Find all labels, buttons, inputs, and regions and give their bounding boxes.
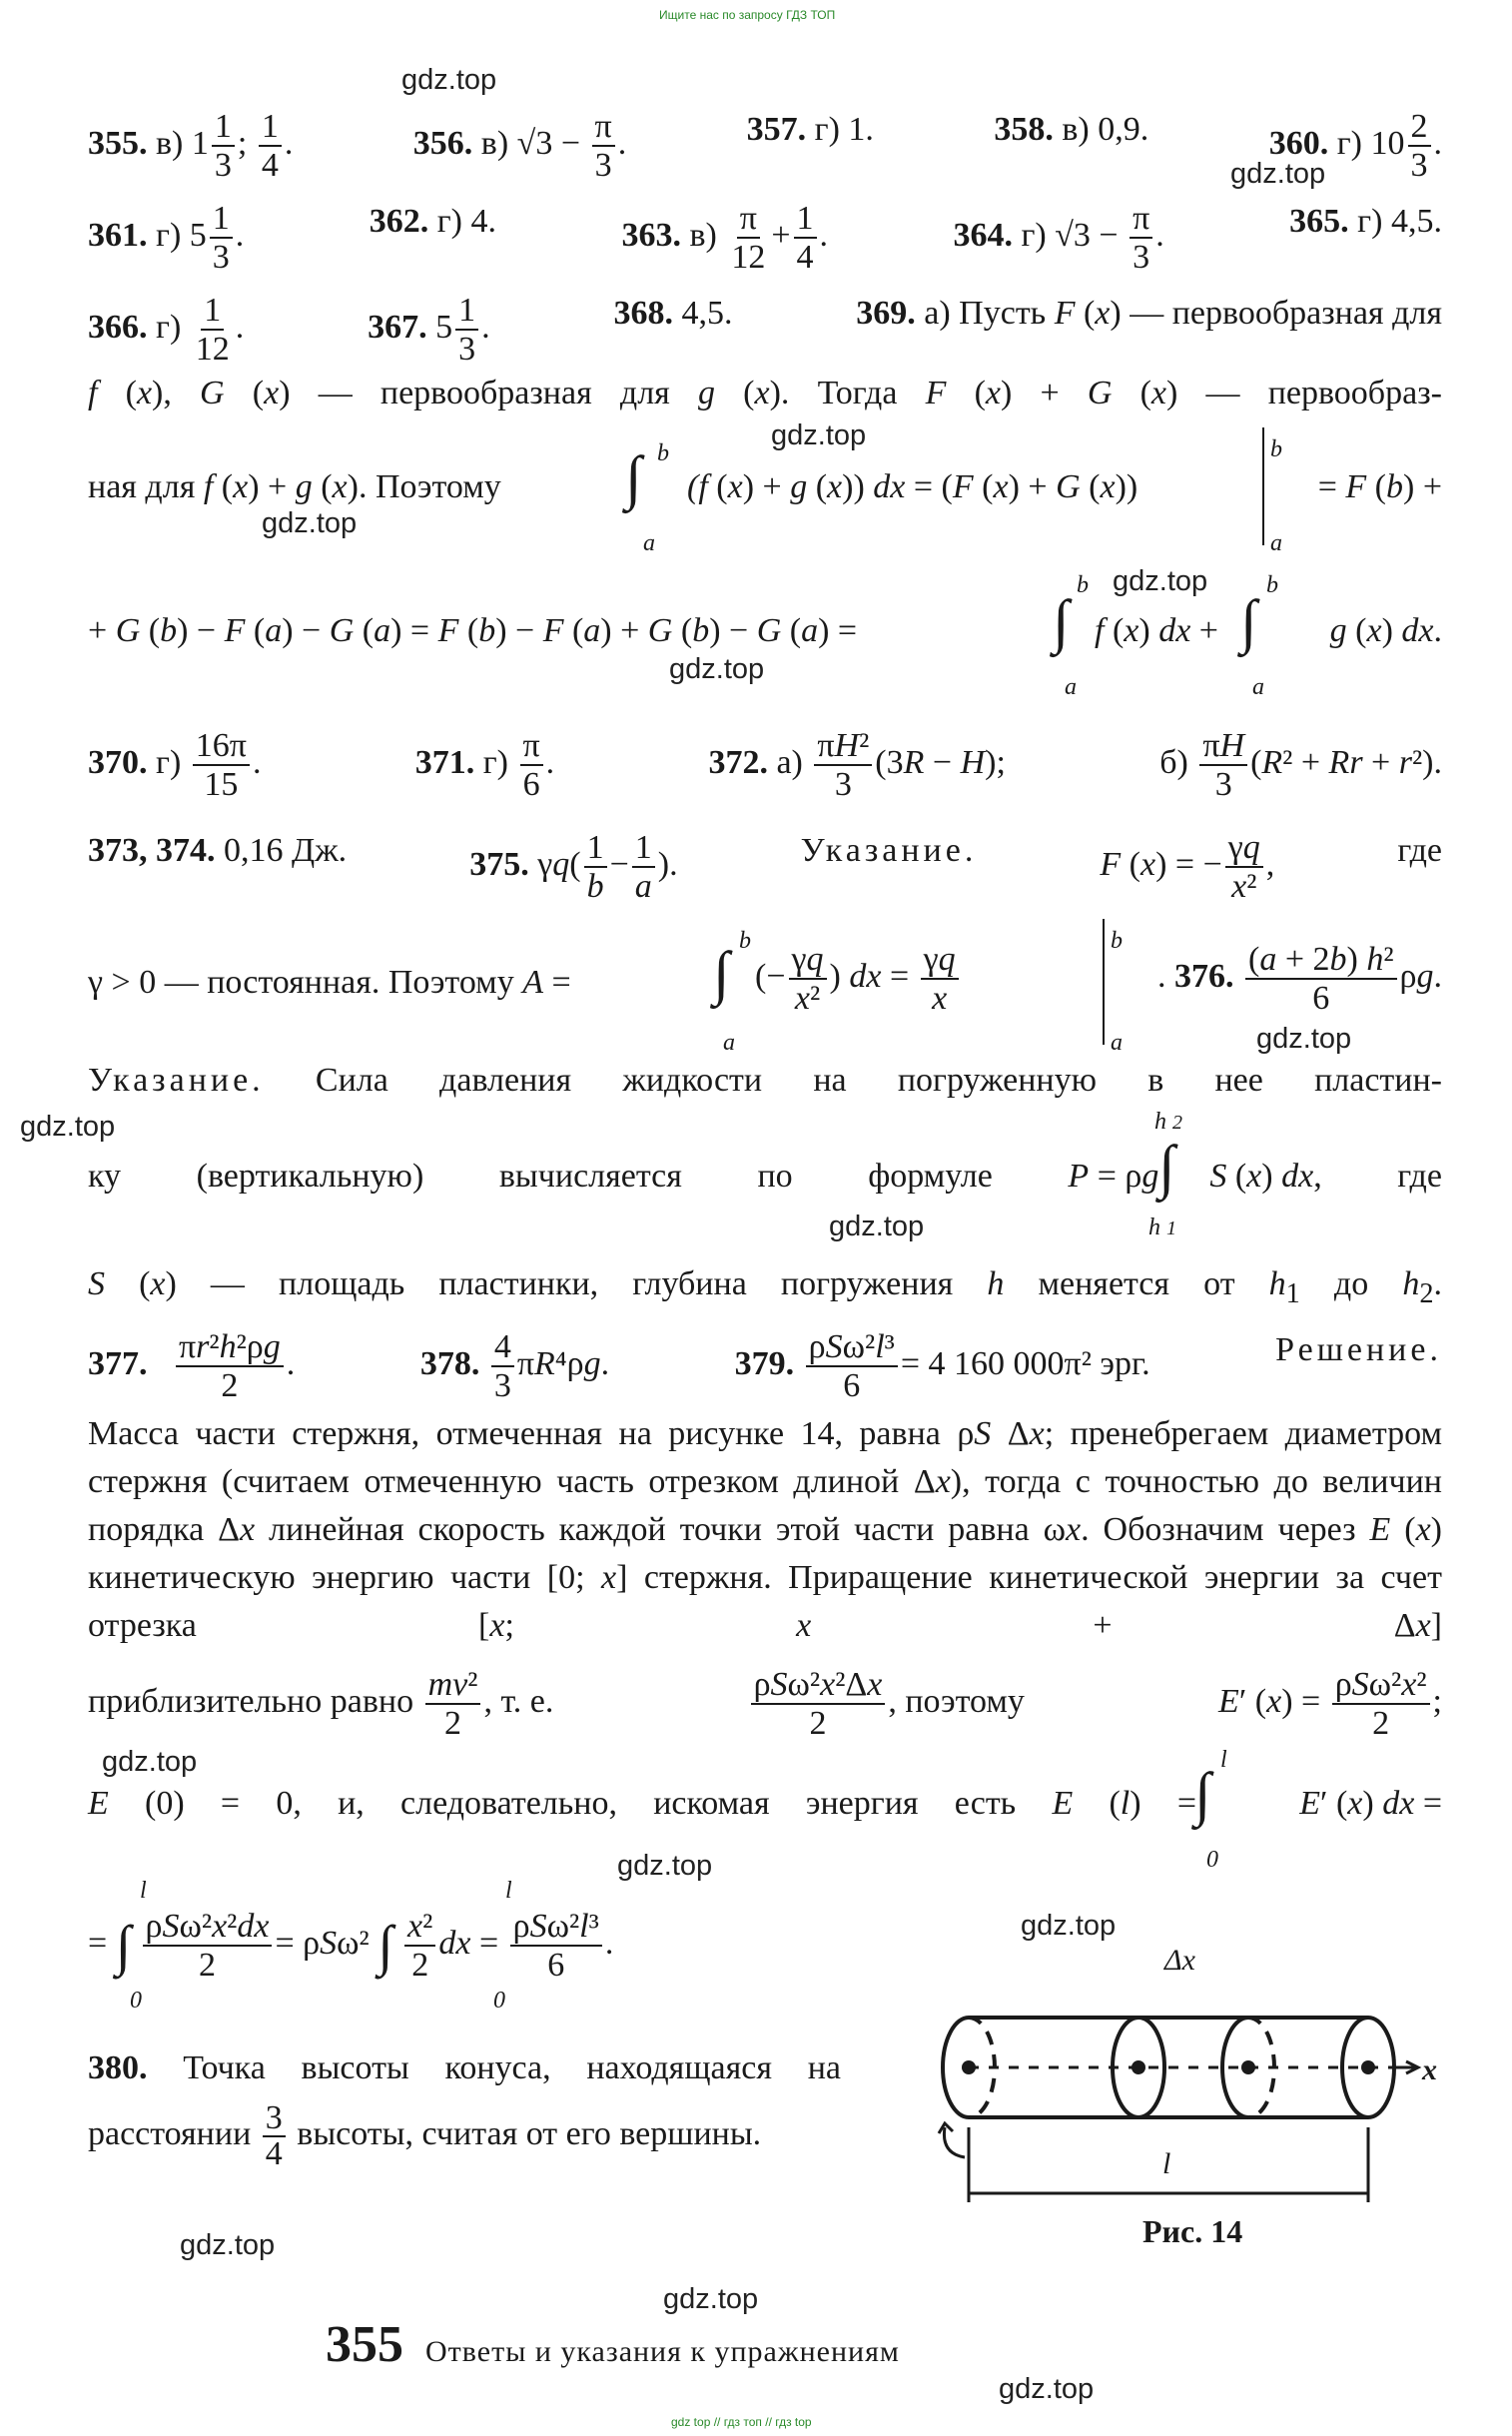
watermark: gdz.top	[262, 507, 358, 539]
watermark: gdz.top	[20, 1111, 116, 1143]
watermark: gdz.top	[1256, 1023, 1352, 1055]
answer-line-8: 373, 374. 0,16 Дж. 375. γq( $\frac{1}{b}$ − $\frac{1}{a}$ ). Указание. F (x) = − $\frac{\gamma q}{\text{x²}}$ , где	[88, 829, 1442, 906]
answer-line-3: 366. г) $\frac{1}{12}$ . 367. 5 $\frac{1}{3}$ . 368. 4,5. 369. а) Пусть F (x) — первообразная для	[88, 292, 1442, 369]
label-delta-x: Δx	[1164, 1944, 1195, 1977]
watermark: gdz.top	[663, 2283, 759, 2315]
answer-line-16: E (0) = 0, и, следовательно, искомая энергия есть E (l) = ∫ l 0 E′ (x) dx =	[88, 1747, 1442, 1873]
answer-line-1: 355. в) 1 $\frac{1}{3}$ ; $\frac{1}{4}$ . 356. в) √3 − $\frac{\pi}{3}$ . 357. г) 1. 358. в) 0,9. 360. г) 10 $\frac{2}{3}$ .	[88, 108, 1442, 185]
answer-line-7: 370. г) $\frac{16\pi}{15}$ . 371. г) $\frac{\pi}{6}$ . 372. а) $\frac{\text{πH²}}{3}$ (3R − H); б) $\frac{\pi H}{3}$ (R² + Rr + r²).	[88, 727, 1442, 804]
watermark: gdz.top	[999, 2373, 1095, 2405]
answer-line-10: Указание. Сила давления жидкости на погруженную в нее пластин-	[88, 1062, 1442, 1099]
solution-paragraph: Масса части стержня, отмеченная на рисунке 14, равна ρS Δx; пренебрегаем диаметром стержня (считаем отмеченную часть отрезком длиной Δx), тогда с точностью до величин порядка Δx линейная скорость каждой точки этой части равна ωx. Обозначим через E (x) кинетическую энергию части [0; x] стержня. Приращение кинетической энергии за счет отрезка [x; x + Δx]	[88, 1415, 1443, 1644]
answer-line-4: f (x), G (x) — первообразная для g (x). Тогда F (x) + G (x) — первообраз-	[88, 375, 1442, 411]
watermark: gdz.top	[669, 653, 765, 685]
page-footer	[326, 2315, 900, 2374]
watermark: gdz.top	[401, 64, 497, 96]
page-number: 355	[326, 2316, 403, 2373]
answer-line-5: ная для f (x) + g (x). Поэтому ∫ b a (f (x) + g (x)) dx = (F (x) + G (x)) b a = F (b) +	[88, 465, 1442, 509]
answer-line-9: γ > 0 — постоянная. Поэтому A = ∫ b a (− $\frac{\gamma q}{\text{x²}}$ ) dx = $\frac{\gamma q}{x}$ b a . 376. $\frac{\text{(a + 2b) h²}}{6}$ ρg.	[88, 961, 1442, 1005]
answer-line-6: + G (b) − F (a) − G (a) = F (b) − F (a) + G (b) − G (a) = ∫ b a f (x) dx + ∫ b a g (x) dx.	[88, 572, 1442, 700]
answer-line-17: = ∫ $\frac{\text{ρSω²x²dx}}{2}$ = ρSω² ∫ $\frac{\text{x²}}{2}$ dx = $\frac{\text{ρSω²l³}}{6}$ .	[88, 1908, 614, 1985]
answer-line-11: ку (вертикальную) вычисляется по формуле P = ρg S (x) dx, где	[88, 1158, 1442, 1195]
watermark: gdz.top	[180, 2229, 276, 2261]
watermark: gdz.top	[617, 1850, 713, 1882]
watermark: gdz.top	[102, 1746, 198, 1778]
footer-title: Ответы и указания к упражнениям	[425, 2335, 900, 2368]
answer-380: 380. Точка высоты конуса, находящаяся на расстоянии $\frac{3}{4}$ высоты, считая от его вершины.	[88, 2049, 841, 2173]
rod-diagram	[929, 1958, 1448, 2257]
watermark: gdz.top	[1021, 1910, 1117, 1942]
answer-line-13: 377. $\frac{\text{πr²h²ρg}}{2}$ . 378. $\frac{4}{3}$ πR⁴ρg. 379. $\frac{\text{ρSω²l³}}{6}$ = 4 160 000π² эрг. Решение.	[88, 1328, 1442, 1405]
answer-line-15: приблизительно равно $\frac{\text{mv²}}{2}$ , т. е. $\frac{\text{ρSω²x²Δx}}{2}$ , поэтому E′ (x) = $\frac{\text{ρSω²x²}}{2}$ ;	[88, 1666, 1442, 1743]
answer-line-12: S (x) — площадь пластинки, глубина погружения h меняется от $h_1$ до $h_2$.	[88, 1265, 1442, 1309]
figure-14	[929, 1944, 1448, 2257]
watermark: gdz.top	[1113, 565, 1208, 597]
bottom-banner: gdz top // гдз топ // гдз top	[671, 2415, 812, 2429]
watermark: gdz.top	[829, 1211, 925, 1242]
watermark: gdz.top	[771, 419, 867, 451]
top-banner: Ищите нас по запросу ГДЗ ТОП	[659, 8, 836, 22]
figure-caption: Рис. 14	[1142, 2213, 1243, 2249]
label-length: l	[1162, 2147, 1171, 2180]
answer-line-2: 361. г) 5 $\frac{1}{3}$ . 362. г) 4. 363. в) $\frac{\pi}{12}$ + $\frac{1}{4}$ . 364. г) √3 − $\frac{\pi}{3}$ . 365. г) 4,5.	[88, 200, 1442, 277]
label-x-axis: x	[1422, 2053, 1437, 2086]
watermark: gdz.top	[1230, 158, 1326, 190]
